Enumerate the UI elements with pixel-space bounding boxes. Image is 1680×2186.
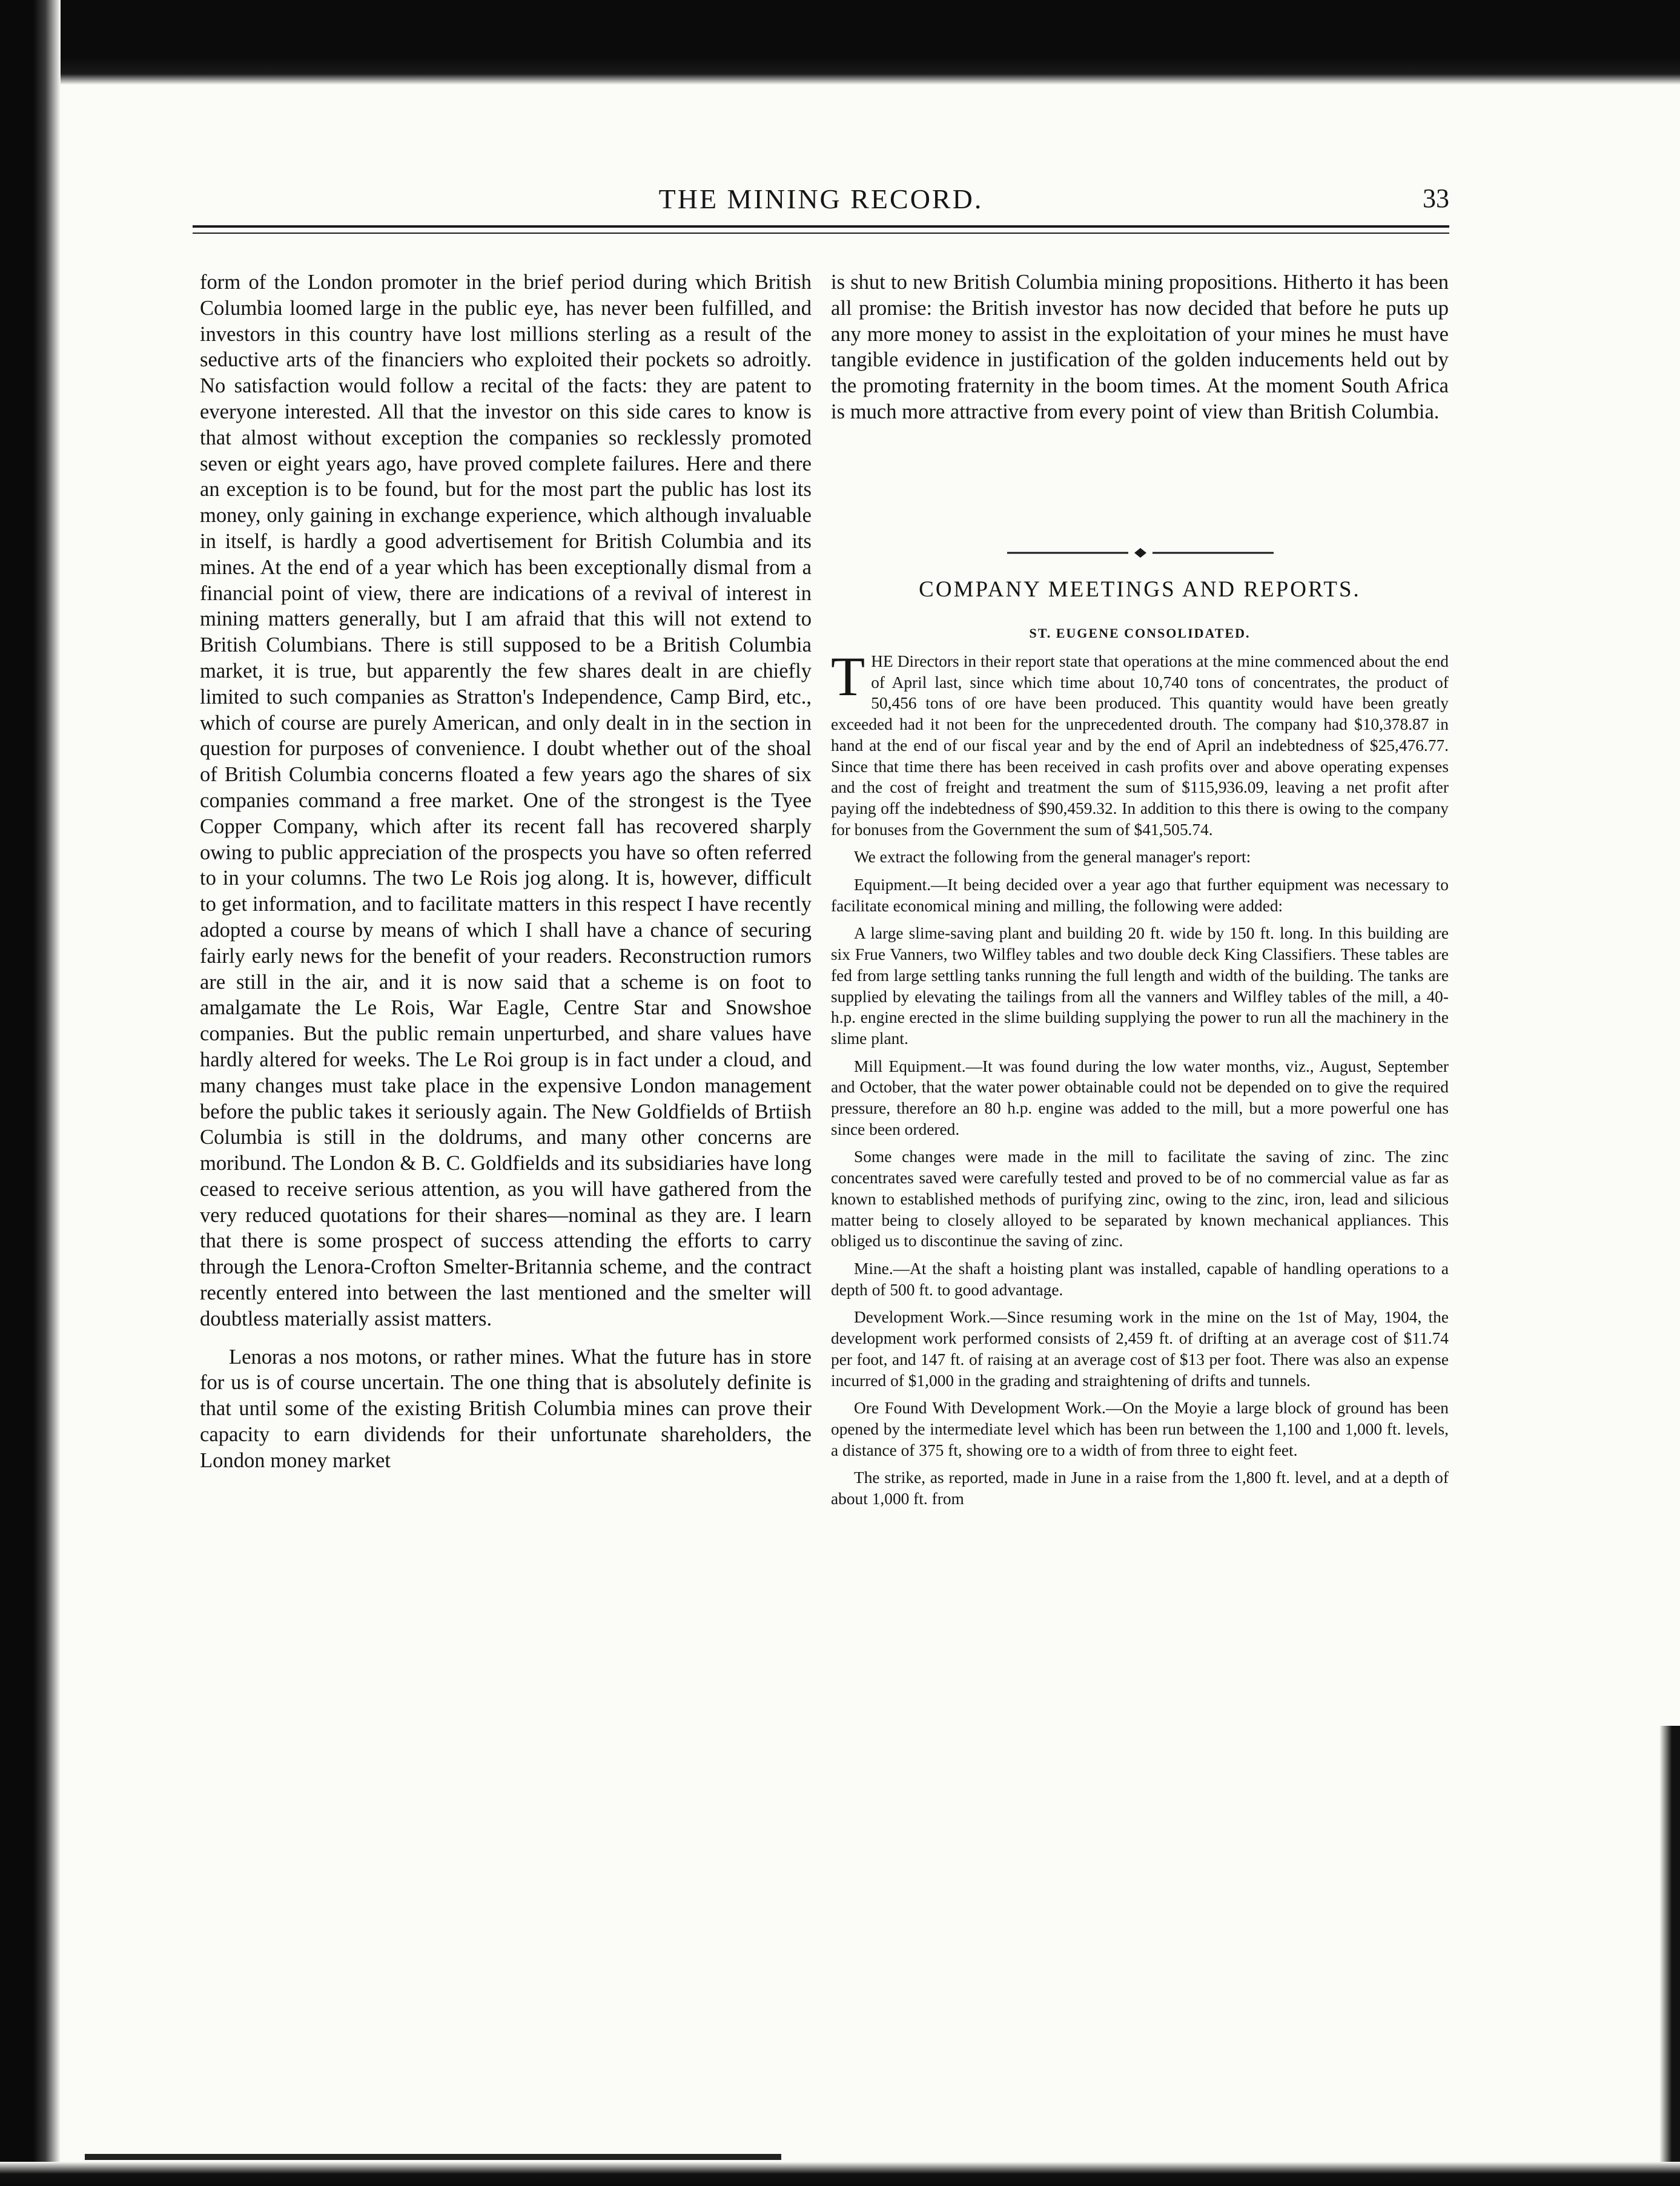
drop-cap: T	[831, 646, 865, 707]
report-paragraph-9: Ore Found With Development Work.—On the Moyie a large block of ground has been opened by the intermediate level which has been run between the 1,100 and 1,000 ft. levels, a distance of 375 ft, showing ore to a width of from three to eight feet.	[831, 1399, 1449, 1459]
report-paragraph-10: The strike, as reported, made in June in a raise from the 1,800 ft. level, and at a depth of about 1,000 ft. from	[831, 1468, 1449, 1508]
left-paragraph-2: Lenoras a nos motons, or rather mines. What the future has in store for us is of course uncertain. The one thing that is absolutely definite is that until some of the existing British Columbia mines can prove their capacity to earn dividends for their unfortunate shareholders, the London money market	[200, 1345, 812, 1472]
right-continuation-paragraph: is shut to new British Columbia mining propositions. Hitherto it has been all promise: the British investor has now decided that before he puts up any more money to assist in the exploitation of your mines he must have tangible evidence in justification of the golden inducements held out by the promoting fraternity in the boom times. At the moment South Africa is much more attractive from every point of view than British Columbia.	[831, 271, 1449, 423]
right-column-continuation	[831, 269, 1449, 425]
page-title: THE MINING RECORD.	[658, 183, 984, 214]
header-rule-thin	[193, 233, 1449, 234]
section-divider-ornament	[1007, 547, 1274, 559]
report-paragraph-1	[831, 646, 1449, 840]
report-paragraph-5: Mill Equipment.—It was found during the low water months, viz., August, September and October, that the water power obtainable could not be depended on to give the required pressure, therefore an 80 h.p. engine was added to the mill, but a more powerful one has since been ordered.	[831, 1057, 1449, 1138]
report-paragraph-7: Mine.—At the shaft a hoisting plant was installed, capable of handling operations to a depth of 500 ft. to good advantage.	[831, 1259, 1449, 1299]
report-paragraph-6: Some changes were made in the mill to facilitate the saving of zinc. The zinc concentrates saved were carefully tested and proved to be of no commercial value as far as known to established methods of purifying zinc, owing to the zinc, iron, lead and silicious matter being to closely alloyed to be separated by known mechanical appliances. This obliged us to discontinue the saving of zinc.	[831, 1147, 1449, 1250]
header-rule-thick	[193, 225, 1449, 228]
report-paragraph-4: A large slime-saving plant and building 20 ft. wide by 150 ft. long. In this building are six Frue Vanners, two Wilfley tables and two double deck King Classifiers. These tables are fed from large settling tanks running the full length and width of the building. The tanks are supplied by elevating the tailings from all the vanners and Wilfley tables of the mill, a 40-h.p. engine erected in the slime building supplying the power to run all the machinery in the slime plant.	[831, 924, 1449, 1048]
report-paragraph-1-text: HE Directors in their report state that operations at the mine commenced about the end of April last, since which time about 10,740 tons of concentrates, the product of 50,456 tons of ore have been produced. This quantity would have been greatly exceeded had it not been for the unprecedented drouth. The company had $10,378.87 in hand at the end of our fiscal year and by the end of April an indebtedness of $25,476.77. Since that time there has been received in cash profits over and above operating expenses and the cost of freight and treatment the sum of $115,936.09, leaving a net profit after paying off the indebtedness of $90,459.32. In addition to this there is owing to the company for bonuses from the Government the sum of $41,505.74.	[831, 652, 1449, 839]
page-number: 33	[1423, 183, 1449, 213]
report-subheading: ST. EUGENE CONSOLIDATED.	[1029, 626, 1251, 641]
running-head	[193, 183, 1449, 225]
left-column	[200, 269, 812, 1474]
scan-border-top-shadow	[0, 58, 1680, 85]
scan-border-left	[0, 0, 61, 2186]
report-paragraph-2: We extract the following from the general manager's report:	[854, 848, 1251, 867]
scan-border-bottom	[0, 2162, 1680, 2186]
scan-border-right	[1659, 1726, 1680, 2186]
report-paragraph-8: Development Work.—Since resuming work in the mine on the 1st of May, 1904, the development work performed consists of 2,459 ft. of drifting at an average cost of $11.74 per foot, and 147 ft. of raising at an average cost of $13 per foot. There was also an expense incurred of $1,000 in the grading and straightening of drifts and tunnels.	[831, 1308, 1449, 1390]
left-paragraph-1: form of the London promoter in the brief period during which British Columbia loomed large in the public eye, has never been fulfilled, and investors in this country have lost millions sterling as a result of the seductive arts of the financiers who exploited their pockets so adroitly. No satisfaction would follow a recital of the facts: they are patent to everyone interested. All that the investor on this side cares to know is that almost without exception the companies so recklessly promoted seven or eight years ago, have proved complete failures. Here and there an exception is to be found, but for the most part the public has lost its money, only gaining in exchange experience, which although invaluable in itself, is hardly a good advertisement for British Columbia and its mines. At the end of a year which has been exceptionally dismal from a financial point of view, there are indications of a revival of interest in mining matters generally, but I am afraid that this will not extend to British Columbians. There is still supposed to be a British Columbia market, it is true, but apparently the few shares dealt in are chiefly limited to such companies as Stratton's Independence, Camp Bird, etc., which of course are purely American, and only dealt in in the section in question for purposes of convenience. I doubt whether out of the shoal of British Columbia concerns floated a few years ago the shares of six companies command a free market. One of the strongest is the Tyee Copper Company, which after its recent fall has recovered sharply owing to public appreciation of the prospects you have so often referred to in your columns. The two Le Rois jog along. It is, however, difficult to get information, and to facilitate matters in this respect I have recently adopted a course by means of which I shall have a chance of securing fairly early news for the benefit of your readers. Reconstruction rumors are still in the air, and it is now said that a scheme is on foot to amalgamate the Le Rois, War Eagle, Centre Star and Snowshoe companies. But the public remain unperturbed, and share values have hardly altered for weeks. The Le Roi group is in fact under a cloud, and many changes must take place in the expensive London management before the public takes it seriously again. The New Goldfields of Brtiish Columbia is still in the doldrums, and many other concerns are moribund. The London & B. C. Goldfields and its subsidiaries have long ceased to receive serious attention, as you will have gathered from the very reduced quotations for their shares—nominal as they are. I learn that there is some prospect of success attending the efforts to carry through the Lenora-Crofton Smelter-Britannia scheme, and the contract recently entered into between the last mentioned and the smelter will doubtless materially assist matters.	[200, 271, 812, 1330]
report-body	[831, 646, 1449, 1510]
section-heading: COMPANY MEETINGS AND REPORTS.	[919, 577, 1361, 602]
report-paragraph-3: Equipment.—It being decided over a year ago that further equipment was necessary to facilitate economical mining and milling, the following were added:	[831, 876, 1449, 915]
scan-bottom-bar	[85, 2154, 781, 2160]
